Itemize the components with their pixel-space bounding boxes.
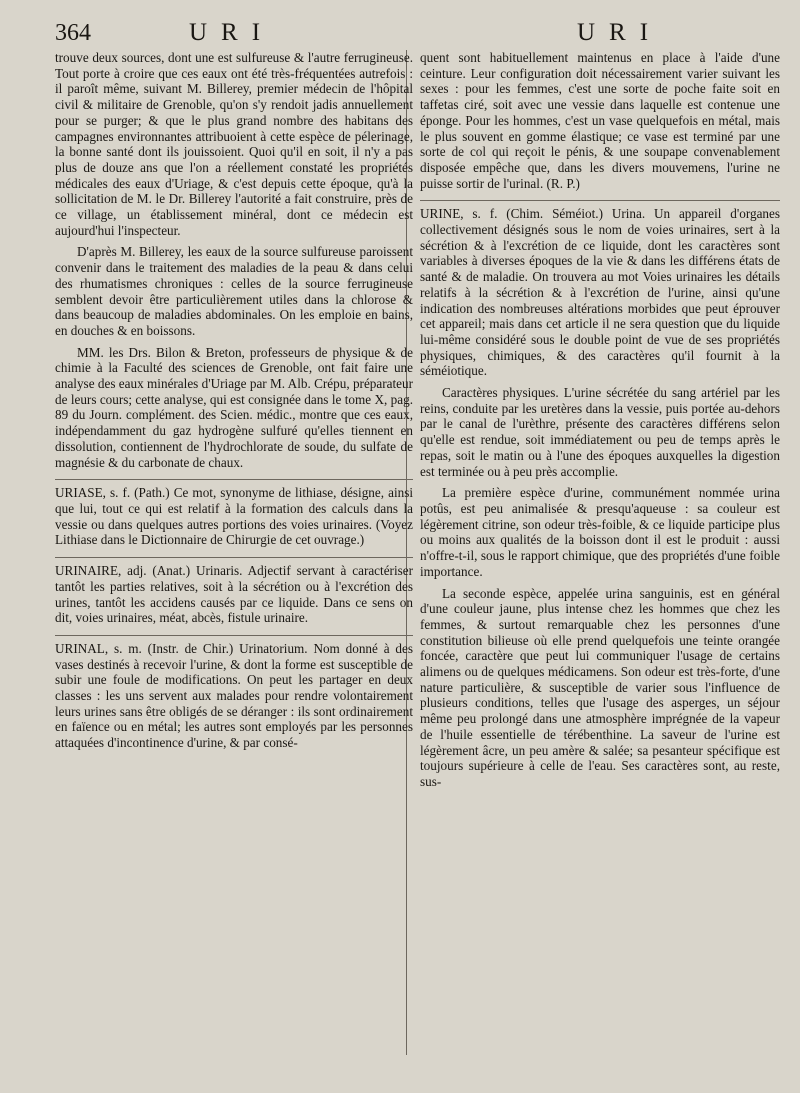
entry-urine: URINE, s. f. (Chim. Séméiot.) Urina. Un appareil d'organes collectivement désignés sous le nom de voies urinaires, sert à la sécrétion & à l'excrétion de ce liquide, dont les caractères sont variables à diverses époques de la vie & dans les différens états de santé & de maladie. On trouvera au mot Voies urinaires les détails relatifs à la sécrétion & à l'excrétion de l'urine, ainsi qu'une indication des nombreuses altérations morbides que peut éprouver cet appareil; mais dans cet article il ne sera question que du liquide lui-même considéré sous le double point de vue de ses propriétés physiques, chimiques, & des caractères qu'il fournit à la séméiotique. (420, 200, 780, 379)
physical-characters-paragraph: Caractères physiques. L'urine sécrétée du sang artériel par les reins, conduite par les uretères dans la vessie, puis portée au-dehors par le canal de l'urèthre, présente des caractères différens selon qu'elle est rendue, soit immédiatement ou peu de temps après le repas, soit le matin ou à l'une des époques auxquelles la digestion est terminée ou à peu près accomplie. (420, 385, 780, 479)
left-column (55, 50, 413, 751)
uriage-continuation-paragraph: trouve deux sources, dont une est sulfureuse & l'autre ferrugineuse. Tout porte à croire que ces eaux ont été très-fréquentées autrefois : il paroît même, suivant M. Billerey, premier médecin de l'hôpital civil & militaire de Grenoble, qu'on s'y rendoit jadis annuellement pour se purger; & que le plus grand nombre des habitans des campagnes environnantes attribuoient à cette espèce de pélerinage, la bonne santé dont ils jouissoient. Quoi qu'il en soit, il n'y a pas plus de douze ans que l'on a réellement constaté les propriétés médicales des eaux d'Uriage, & c'est depuis cette époque, qu'à la sollicitation de M. le Dr. Billerey l'autorité a fait construire, près de ce village, un établissement minéral, dont ce médecin est aujourd'hui l'inspecteur. (55, 50, 413, 238)
page-number: 364 (55, 20, 91, 46)
page-header (0, 16, 800, 50)
running-head-left: URI (189, 19, 275, 46)
urina-sanguinis-paragraph: La seconde espèce, appelée urina sanguinis, est en général d'une couleur jaune, plus intense chez les hommes que chez les femmes, & surtout remarquable chez les personnes d'une constitution bilieuse où elle prend quelquefois une teinte orangée foncée, caractère que peut lui communiquer l'usage de certains alimens ou de quelques médicamens. Son odeur est très-forte, d'une nature particulière, & susceptible de varier sous l'influence de plusieurs conditions, telles que l'usage des asperges, un séjour même peu prolongé dans une atmosphère imprégnée de la vapeur de l'huile essentielle de térébenthine. La saveur de l'urine est légèrement âcre, un peu amère & salée; sa pesanteur spécifique est toujours supérieure à celle de l'eau. Ses caractères sont, au reste, sus- (420, 585, 780, 789)
uriage-uses-paragraph: D'après M. Billerey, les eaux de la source sulfureuse paroissent convenir dans le traitement des maladies de la peau & dans celui des rhumatismes chroniques : celles de la source ferrugineuse semblent devoir être particulièrement utiles dans la chlorose & dans beaucoup de maladies abdominales. On les emploie en bains, en douches & en boissons. (55, 244, 413, 338)
uriage-analysis-paragraph: MM. les Drs. Bilon & Breton, professeurs de physique & de chimie à la Faculté des sciences de Grenoble, ont fait faire une analyse des eaux minérales d'Uriage par M. Alb. Crépu, préparateur de leurs cours; cette analyse, qui est consignée dans le tome X, pag. 89 du Journ. complément. des Scien. médic., montre que ces eaux, indépendamment du gaz hydrogène sulfuré qu'elles tiennent en dissolution, contiennent de l'hydrochlorate de soude, du sulfate de magnésie & du carbonate de chaux. (55, 344, 413, 470)
right-column (420, 50, 780, 790)
entry-urinaire: URINAIRE, adj. (Anat.) Urinaris. Adjectif servant à caractériser tantôt les parties relatives, soit à la sécrétion ou à l'excrétion des urines, tantôt les accidens causés par ce liquide. Dans ce sens on dit, voies urinaires, méat, abcès, fistule urinaire. (55, 557, 413, 626)
urinal-continuation-paragraph: quent sont habituellement maintenus en place à l'aide d'une ceinture. Leur configuration doit nécessairement varier suivant les sexes : pour les femmes, c'est une sorte de poche faite soit en taffetas ciré, soit avec une vessie dans laquelle est contenue une éponge. Pour les hommes, c'est un vase quelquefois en métal, mais le plus souvent en gomme élastique; ce vase est terminé par une sorte de col qui reçoit le pénis, & une soupape convenablement disposée empêche que, dans les divers mouvemens, l'urine ne puisse sortir de l'urinal. (R. P.) (420, 50, 780, 191)
entry-uriase: URIASE, s. f. (Path.) Ce mot, synonyme de lithiase, désigne, ainsi que lui, tout ce qui est relatif à la formation des calculs dans la vessie ou dans quelques autres portions des voies urinaires. (Voyez Lithiase dans le Dictionnaire de Chirurgie de cet ouvrage.) (55, 479, 413, 548)
urina-potus-paragraph: La première espèce d'urine, communément nommée urina potûs, est peu animalisée & presqu'aqueuse : sa couleur est légèrement citrine, son odeur très-foible, & ce liquide participe plus ou moins aux qualités de la boisson dont il est le produit : aussi n'offre-t-il, sous le rapport chimique, que des propriétés d'une foible importance. (420, 485, 780, 579)
entry-urinal: URINAL, s. m. (Instr. de Chir.) Urinatorium. Nom donné à des vases destinés à recevoir l'urine, & dont la forme est susceptible de subir une foule de modifications. On peut les partager en deux classes : les uns servent aux malades pour rendre volontairement leurs urines sans être obligés de se déranger : ils sont ordinairement en faïence ou en métal; les autres sont employés par les personnes attaquées d'incontinence d'urine, & par consé- (55, 635, 413, 751)
running-head-right: URI (577, 19, 663, 46)
